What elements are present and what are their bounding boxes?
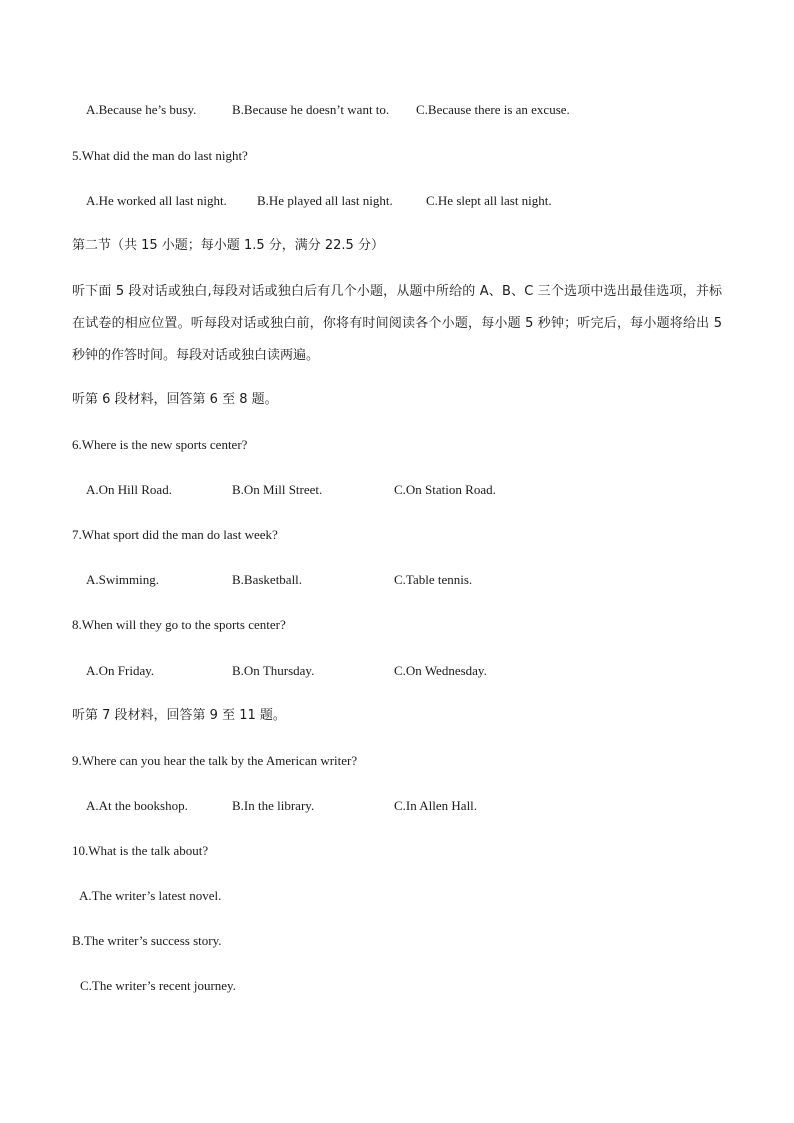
q7-question: 7.What sport did the man do last week? bbox=[72, 527, 278, 542]
q9-options bbox=[86, 796, 766, 816]
section2-instructions: 听下面 5 段对话或独白,每段对话或独白后有几个小题，从题中所给的 A、B、C 三个选项中选出最佳选项，并标在试卷的相应位置。听每段对话或独白前，你将有时间阅读各个小题，每小题 5 秒钟；听完后，每小题将给出 5 秒钟的作答时间。每段对话或独白读两遍。 bbox=[72, 284, 722, 363]
q5-options bbox=[86, 191, 766, 211]
q7-option-b: B.Basketball. bbox=[232, 572, 303, 587]
q9-option-b: B.In the library. bbox=[232, 798, 315, 813]
q9-option-a: A.At the bookshop. bbox=[86, 798, 188, 813]
q10-option-b: B.The writer’s success story. bbox=[72, 933, 222, 948]
q9-question: 9.Where can you hear the talk by the American writer? bbox=[72, 753, 358, 768]
q10-option-a: A.The writer’s latest novel. bbox=[79, 888, 222, 903]
q10-option-c: C.The writer’s recent journey. bbox=[80, 978, 236, 993]
q5-option-c: C.He slept all last night. bbox=[426, 193, 552, 208]
q8-option-a: A.On Friday. bbox=[86, 663, 155, 678]
material6-label: 听第 6 段材料，回答第 6 至 8 题。 bbox=[72, 392, 278, 407]
q6-options bbox=[86, 480, 766, 500]
material7-label: 听第 7 段材料，回答第 9 至 11 题。 bbox=[72, 708, 286, 723]
section2-heading: 第二节（共 15 小题；每小题 1.5 分，满分 22.5 分） bbox=[72, 238, 384, 253]
q5-question: 5.What did the man do last night? bbox=[72, 148, 248, 163]
q8-options bbox=[86, 661, 766, 681]
q6-option-a: A.On Hill Road. bbox=[86, 482, 172, 497]
q8-question: 8.When will they go to the sports center? bbox=[72, 617, 286, 632]
q6-question: 6.Where is the new sports center? bbox=[72, 437, 248, 452]
q7-option-a: A.Swimming. bbox=[86, 572, 159, 587]
q5-option-a: A.He worked all last night. bbox=[86, 193, 227, 208]
q9-option-c: C.In Allen Hall. bbox=[394, 798, 478, 813]
q6-option-c: C.On Station Road. bbox=[394, 482, 496, 497]
q5-option-b: B.He played all last night. bbox=[257, 193, 393, 208]
q4-option-b: B.Because he doesn’t want to. bbox=[232, 102, 390, 117]
q4-option-a: A.Because he’s busy. bbox=[86, 102, 197, 117]
q4-options bbox=[86, 100, 766, 120]
q10-question: 10.What is the talk about? bbox=[72, 843, 209, 858]
q7-options bbox=[86, 570, 766, 590]
q4-option-c: C.Because there is an excuse. bbox=[416, 102, 570, 117]
q6-option-b: B.On Mill Street. bbox=[232, 482, 323, 497]
q7-option-c: C.Table tennis. bbox=[394, 572, 473, 587]
q8-option-b: B.On Thursday. bbox=[232, 663, 315, 678]
q8-option-c: C.On Wednesday. bbox=[394, 663, 487, 678]
